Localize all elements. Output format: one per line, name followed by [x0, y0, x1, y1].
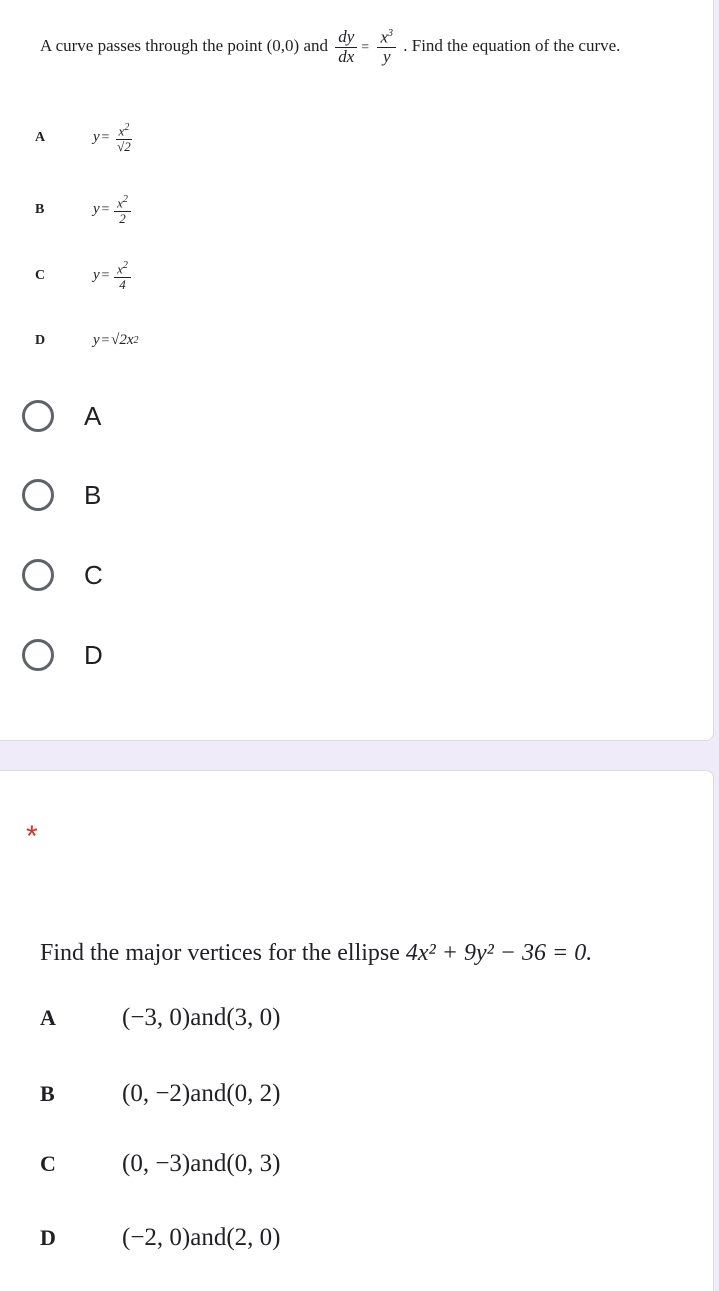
- radio-label: D: [84, 639, 103, 670]
- option-row-b: B y = $\frac{x^2}{2}$: [35, 194, 134, 226]
- option-letter: A: [35, 129, 46, 145]
- q2-option-a: [40, 1004, 281, 1032]
- stem-text: Find the major vertices for the ellipse: [40, 940, 400, 966]
- option-text: (−3, 0)and(3, 0): [122, 1004, 281, 1031]
- option-lhs: y: [93, 201, 100, 218]
- q2-option-d: [40, 1224, 281, 1252]
- option-row-a: A y = $\frac{x^2}{√2}$: [35, 122, 137, 154]
- rhs-numerator: x: [380, 27, 388, 47]
- required-marker: *: [26, 820, 38, 853]
- q2-option-b: [40, 1080, 281, 1108]
- option-letter: C: [40, 1151, 56, 1176]
- option-letter: B: [40, 1081, 55, 1106]
- dydx-fraction: [335, 28, 357, 66]
- option-letter: D: [35, 332, 46, 348]
- radio-choice-b[interactable]: [22, 479, 101, 511]
- option-lhs: y: [93, 332, 100, 348]
- dydx-numerator: dy: [335, 28, 357, 48]
- radio-label: C: [84, 559, 103, 590]
- option-lhs: y: [93, 129, 100, 146]
- option-exponent: 2: [124, 122, 130, 133]
- option-numerator: x: [117, 261, 123, 277]
- radio-choice-c[interactable]: [22, 559, 103, 591]
- option-letter: B: [35, 201, 45, 217]
- rhs-denominator: y: [382, 46, 391, 66]
- option-exponent: 2: [133, 335, 139, 346]
- option-denominator: √2: [117, 138, 131, 154]
- option-letter: C: [35, 267, 46, 283]
- radio-button[interactable]: [22, 559, 54, 591]
- ellipse-equation: 4x² + 9y² − 36 = 0.: [405, 940, 593, 966]
- option-numerator: x: [118, 123, 125, 139]
- radio-label: B: [84, 479, 102, 510]
- radio-label: A: [84, 400, 102, 431]
- option-expression: √2x: [111, 332, 134, 348]
- option-exponent: 2: [122, 194, 128, 205]
- option-numerator: x: [117, 195, 123, 211]
- rhs-exponent: 3: [388, 27, 393, 39]
- rhs-fraction: [377, 28, 396, 67]
- question-1-stem: A curve passes through the point (0,0) and $\frac{dy}{dx}$ = $\frac{x^3}{y}$ . Find the equation of the curve.: [40, 26, 621, 66]
- radio-button[interactable]: [22, 400, 54, 432]
- option-denominator: 2: [119, 210, 126, 226]
- option-letter: D: [40, 1225, 56, 1250]
- option-row-c: C y = $\frac{x^2}{4}$: [35, 260, 134, 292]
- q2-option-c: [40, 1150, 281, 1178]
- option-text: (0, −3)and(0, 3): [122, 1150, 281, 1177]
- option-letter: A: [40, 1005, 56, 1030]
- option-exponent: 2: [122, 260, 128, 271]
- option-text: (−2, 0)and(2, 0): [122, 1224, 281, 1251]
- radio-button[interactable]: [22, 639, 54, 671]
- radio-button[interactable]: [22, 479, 54, 511]
- stem-text-before: A curve passes through the point (0,0) and: [40, 36, 328, 55]
- option-denominator: 4: [119, 276, 126, 292]
- radio-choice-a[interactable]: [22, 400, 101, 432]
- question-2-stem: [40, 940, 592, 967]
- option-lhs: y: [93, 267, 100, 284]
- stem-text-after: . Find the equation of the curve.: [403, 36, 621, 55]
- radio-choice-d[interactable]: [22, 639, 103, 671]
- option-row-d: D y = √2x 2: [35, 332, 139, 348]
- dydx-denominator: dx: [338, 46, 355, 66]
- option-text: (0, −2)and(0, 2): [122, 1080, 281, 1107]
